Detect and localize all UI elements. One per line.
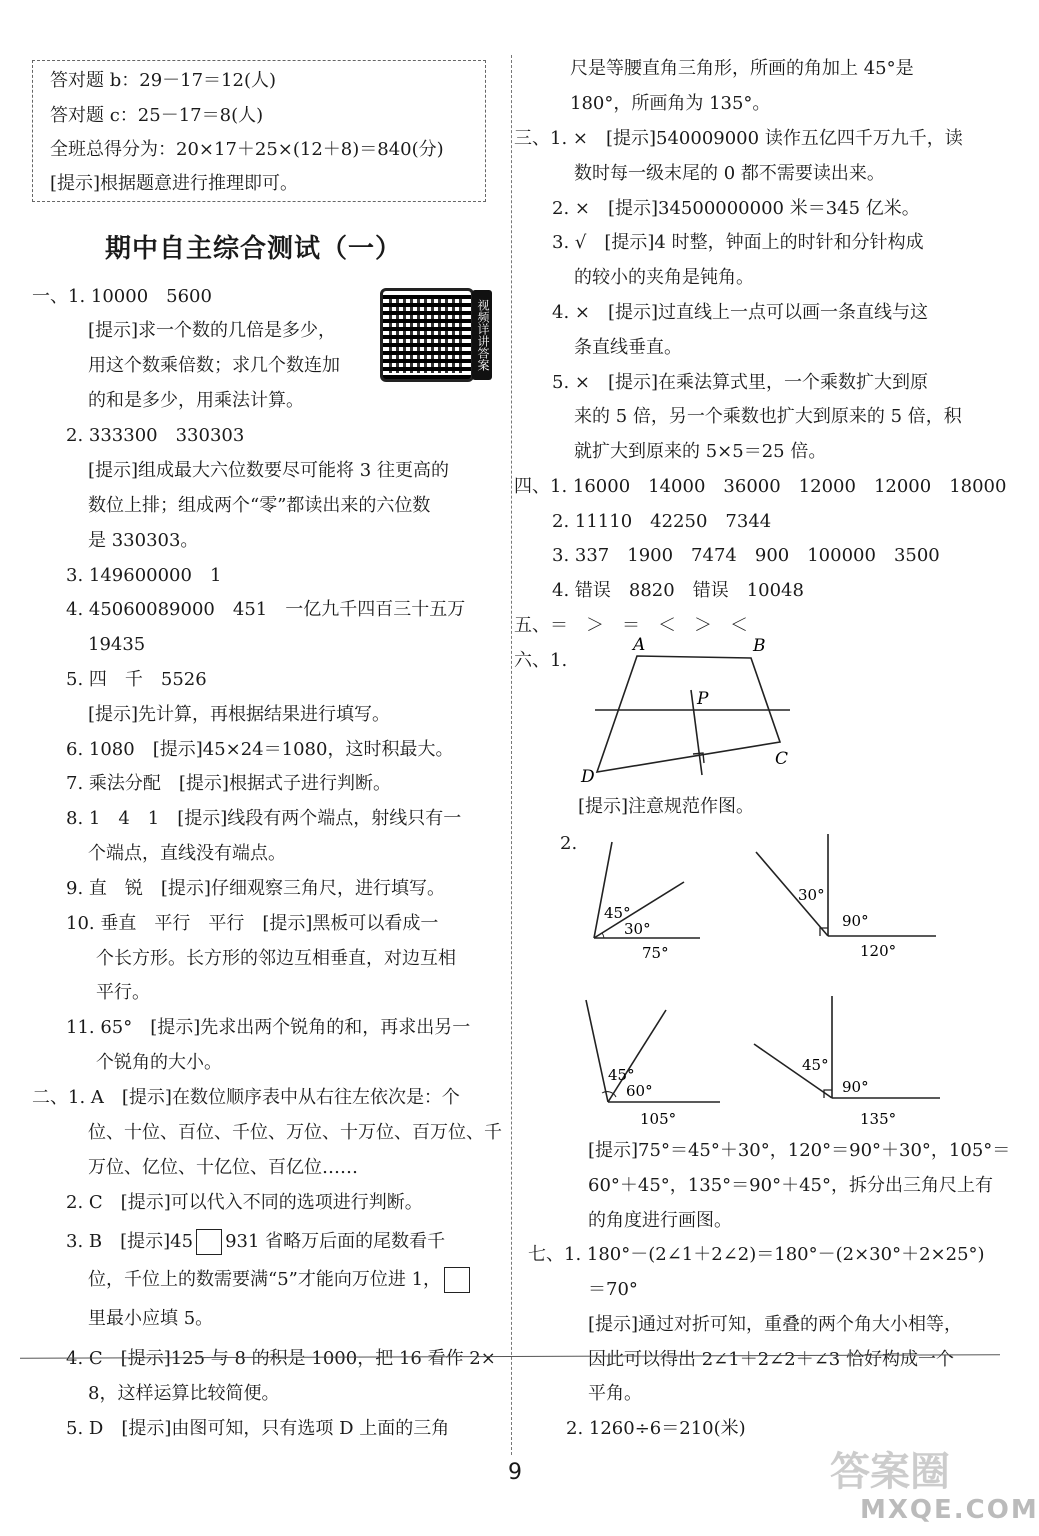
answer-line: 个长方形。长方形的邻边互相垂直，对边互相 [96, 948, 456, 969]
answer-line: 平行。 [96, 982, 150, 1003]
answer-line: 3. √ [提示]4 时整，钟面上的时针和分针构成 [552, 232, 924, 253]
answer-line: 数时每一级末尾的 0 都不需要读出来。 [574, 163, 885, 184]
label-C: C [775, 749, 789, 769]
answer-line: 条直线垂直。 [574, 337, 682, 358]
answer-line: 万位、亿位、十亿位、百亿位…… [88, 1157, 358, 1178]
angle-label: 90° [842, 1078, 869, 1096]
answer-line: 10. 垂直 平行 平行 [提示]黑板可以看成一 [66, 913, 439, 934]
answer-line: 2. 11110 42250 7344 [552, 511, 772, 532]
answer-line: 位、十位、百位、千位、万位、十万位、百万位、千 [88, 1122, 502, 1143]
answer-line: 4. × [提示]过直线上一点可以画一条直线与这 [552, 302, 929, 323]
label-A: A [633, 635, 646, 655]
angle-label: 120° [860, 942, 897, 960]
answer-line: 2. 333300 330303 [66, 425, 245, 446]
answer-line: ＝70° [588, 1279, 638, 1300]
angle-label: 30° [798, 886, 825, 904]
answer-line: 五、＝ ＞ ＝ ＜ ＞ ＜ [514, 615, 748, 636]
angle-figures [580, 830, 950, 1128]
angle-label: 135° [860, 1110, 897, 1128]
answer-line: 三、1. × [提示]540009000 读作五亿四千万九千，读 [514, 128, 963, 149]
watermark-url: MXQE.COM [860, 1495, 1039, 1525]
answer-line: 11. 65° [提示]先求出两个锐角的和，再求出另一 [66, 1017, 471, 1038]
answer-line: 4. 45060089000 451 一亿九千四百三十五万 [66, 599, 466, 620]
page-number: 9 [508, 1460, 522, 1485]
angle-label: 75° [642, 944, 669, 962]
answer-line: [提示]注意规范作图。 [578, 796, 755, 817]
angle-label: 45° [608, 1066, 635, 1084]
answer-line: 7. 乘法分配 [提示]根据式子进行判断。 [66, 773, 391, 794]
answer-line: 平角。 [588, 1383, 642, 1404]
box-line: 全班总得分为：20×17＋25×(12＋8)＝840(分) [50, 139, 444, 160]
answer-line: 数位上排；组成两个“零”都读出来的六位数 [88, 495, 431, 516]
answer-line-text: 位，千位上的数需要满“5”才能向万位进 1， [88, 1269, 442, 1290]
angle-label: 105° [640, 1110, 677, 1128]
answer-line: 60°＋45°，135°＝90°＋45°，拆分出三角尺上有 [588, 1175, 993, 1196]
answer-line: [提示]先计算，再根据结果进行填写。 [88, 704, 391, 725]
box-line: [提示]根据题意进行推理即可。 [50, 173, 299, 194]
answer-line: 2. [560, 833, 578, 854]
answer-line: 2. × [提示]34500000000 米＝345 亿米。 [552, 198, 920, 219]
qr-label: 视频详讲答案 [472, 290, 492, 380]
answer-line: 用这个数乘倍数；求几个数连加 [88, 355, 340, 376]
answer-line: [提示]75°＝45°＋30°，120°＝90°＋30°，105°＝ [588, 1140, 1011, 1161]
answer-line: 尺是等腰直角三角形，所画的角加上 45°是 [570, 58, 914, 79]
answer-line: 七、1. 180°－(2∠1＋2∠2)＝180°－(2×30°＋2×25°) [528, 1244, 985, 1265]
angle-label: 45° [604, 904, 631, 922]
answer-line: 4. C [提示]125 与 8 的积是 1000，把 16 看作 2× [66, 1348, 496, 1369]
answer-line: 来的 5 倍，另一个乘数也扩大到原来的 5 倍，积 [574, 406, 962, 427]
answer-line: 是 330303。 [88, 530, 199, 551]
answer-line: 4. 错误 8820 错误 10048 [552, 580, 804, 601]
box-line: 答对题 b：29－17＝12(人) [50, 70, 277, 91]
label-D: D [581, 767, 595, 787]
answer-line: 6. 1080 [提示]45×24＝1080，这时积最大。 [66, 739, 454, 760]
answer-line: 9. 直 锐 [提示]仔细观察三角尺，进行填写。 [66, 878, 445, 899]
answer-line: 3. 149600000 1 [66, 565, 222, 586]
blank-box [444, 1267, 470, 1293]
answer-line: 四、1. 16000 14000 36000 12000 12000 18000 [514, 476, 1007, 497]
answer-line [88, 1267, 473, 1293]
qr-code[interactable] [380, 288, 474, 382]
angle-label: 30° [624, 920, 651, 938]
answer-line [66, 1229, 445, 1255]
answer-line: 里最小应填 5。 [88, 1308, 214, 1329]
answer-line: 5. D [提示]由图可知，只有选项 D 上面的三角 [66, 1418, 450, 1439]
answer-line: 个端点，直线没有端点。 [88, 843, 286, 864]
answer-line: 就扩大到原来的 5×5＝25 倍。 [574, 441, 827, 462]
answer-line: 19435 [88, 634, 146, 655]
trapezoid-figure [581, 632, 800, 792]
blank-box [196, 1229, 222, 1255]
answer-line: 的角度进行画图。 [588, 1210, 732, 1231]
answer-line: [提示]求一个数的几倍是多少， [88, 320, 337, 341]
answer-line: 个锐角的大小。 [96, 1052, 222, 1073]
watermark: 答案圈 [830, 1449, 950, 1495]
answer-line: 的较小的夹角是钝角。 [574, 267, 754, 288]
angle-label: 60° [626, 1082, 653, 1100]
label-P: P [697, 689, 709, 709]
answer-line: 3. 337 1900 7474 900 100000 3500 [552, 545, 940, 566]
answer-line: [提示]组成最大六位数要尽可能将 3 往更高的 [88, 460, 449, 481]
angle-label: 90° [842, 912, 869, 930]
answer-line: 5. 四 千 5526 [66, 669, 207, 690]
answer-line: 180°，所画角为 135°。 [570, 93, 771, 114]
answer-line: 8. 1 4 1 [提示]线段有两个端点，射线只有一 [66, 808, 462, 829]
answer-line-tail: 931 省略万后面的尾数看千 [225, 1231, 446, 1252]
answer-line: 5. × [提示]在乘法算式里，一个乘数扩大到原 [552, 372, 929, 393]
answer-line: 的和是多少，用乘法计算。 [88, 390, 304, 411]
box-line: 答对题 c：25－17＝8(人) [50, 105, 264, 126]
label-B: B [753, 636, 766, 656]
answer-line: 8，这样运算比较简便。 [88, 1383, 280, 1404]
answer-line: 六、1. [514, 650, 568, 671]
section-title: 期中自主综合测试（一） [105, 234, 403, 264]
answer-line: 二、1. A [提示]在数位顺序表中从右往左依次是：个 [32, 1087, 460, 1108]
answer-line: 2. C [提示]可以代入不同的选项进行判断。 [66, 1192, 423, 1213]
answer-line: [提示]通过对折可知，重叠的两个角大小相等， [588, 1314, 963, 1335]
answer-line-head: 3. B [提示]45 [66, 1231, 194, 1252]
angle-label: 45° [802, 1056, 829, 1074]
answer-line: 因此可以得出 2∠1＋2∠2＋∠3 恰好构成一个 [588, 1349, 954, 1370]
answer-line: 一、1. 10000 5600 [32, 286, 212, 307]
column-divider [511, 55, 512, 1455]
answer-line: 2. 1260÷6＝210(米) [566, 1418, 746, 1439]
